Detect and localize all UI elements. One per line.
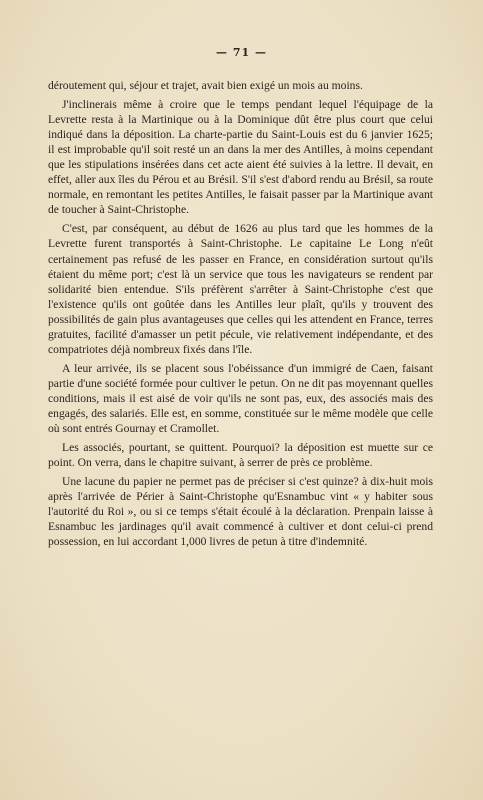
paragraph: J'inclinerais même à croire que le temps pendant lequel l'équipage de la Levrette resta à la Martinique ou à la Dominique dût être plus court que celui indiqué dans la déposition. La charte-partie du Saint-Louis est du 6 janvier 1625; il est improbable qu'il soit resté un an dans la mer des Antilles, à moins cependant que les stipulations insérées dans cet acte aient été suivies à la lettre. Il devait, en effet, aller aux îles du Pérou et au Brésil. S'il s'est d'abord rendu au Brésil, sa route normale, en remontant les petites Antilles, le faisait passer par la Martinique avant de toucher à Saint-Christophe. <box>48 98 433 217</box>
page-body <box>48 78 433 553</box>
page-number: — 71 — <box>216 46 267 59</box>
paragraph: C'est, par conséquent, au début de 1626 au plus tard que les hommes de la Levrette furent transportés à Saint-Christophe. Le capitaine Le Long n'eût certainement pas refusé de les passer en France, en considération surtout qu'ils étaient du même port; c'est là un service que tous les navigateurs se rendent par solidarité bien entendue. S'ils préfèrent s'arrêter à Saint-Christophe c'est que l'existence qu'ils ont goûtée dans les Antilles leur plaît, qu'ils y trouvent des possibilités de gain plus avantageuses que celles qui les attendent en France, terres gratuites, facilité d'amasser un petit pécule, vie relativement indépendante, et des compatriotes déjà nombreux fixés dans l'île. <box>48 222 433 356</box>
paragraph: déroutement qui, séjour et trajet, avait bien exigé un mois au moins. <box>48 79 363 92</box>
paragraph: A leur arrivée, ils se placent sous l'obéissance d'un immigré de Caen, faisant partie d'une société formée pour cultiver le petun. On ne dit pas moyennant quelles conditions, mais il est aisé de voir qu'ils ne sont pas, eux, des associés mais des engagés, des salariés. Elle est, en somme, constituée sur le même modèle que celle où sont entrés Gournay et Cramollet. <box>48 361 433 436</box>
paragraph: Une lacune du papier ne permet pas de préciser si c'est quinze? à dix-huit mois après l'arrivée de Périer à Saint-Christophe qu'Esnambuc vint « y habiter sous l'autorité du Roi », ou si ce temps s'était écoulé à la déclaration. Prenpain laisse à Esnambuc les jardinages qu'il avait commencé à cultiver et dont celui-ci prend possession, en lui accordant 1,000 livres de petun à titre d'indemnité. <box>48 475 433 549</box>
paragraph: Les associés, pourtant, se quittent. Pourquoi? la déposition est muette sur ce point. On verra, dans le chapitre suivant, à serrer de près ce problème. <box>48 441 433 470</box>
